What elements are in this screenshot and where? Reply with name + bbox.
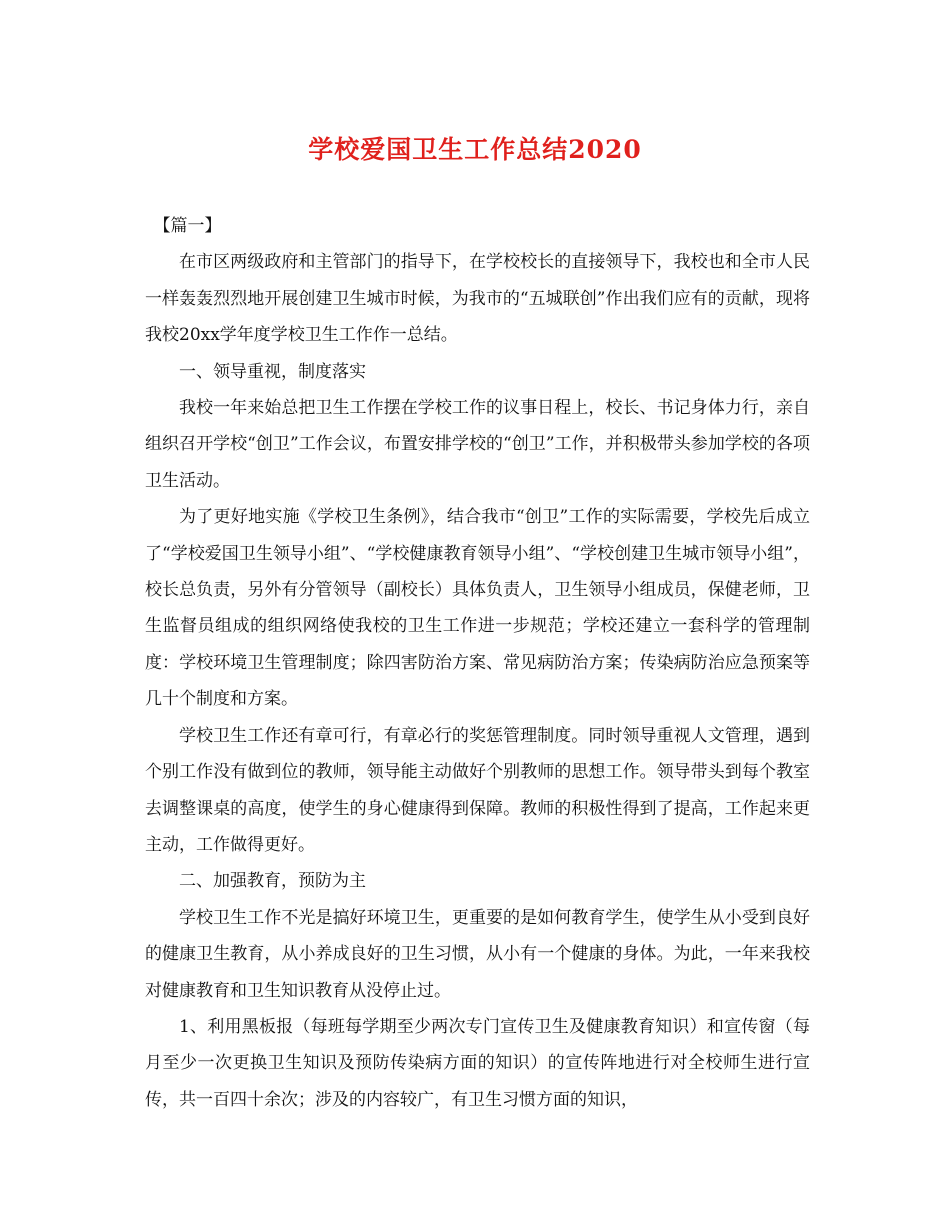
section-heading: 二、加强教育，预防为主 <box>179 871 366 892</box>
section-heading: 一、领导重视，制度落实 <box>179 361 366 382</box>
document-body <box>145 208 810 1118</box>
body-paragraph: 在市区两级政府和主管部门的指导下，在学校校长的直接领导下，我校也和全市人民一样轰轰烈烈地开展创建卫生城市时候，为我市的“五城联创”作出我们应有的贡献，现将我校20xx学年度学校卫生工作作一总结。 <box>145 252 810 346</box>
body-paragraph: 学校卫生工作还有章可行，有章必行的奖惩管理制度。同时领导重视人文管理，遇到个别工作没有做到位的教师，领导能主动做好个别教师的思想工作。领导带头到每个教室去调整课桌的高度，使学生的身心健康得到保障。教师的积极性得到了提高，工作起来更主动，工作做得更好。 <box>145 725 810 855</box>
body-paragraph: 为了更好地实施《学校卫生条例》，结合我市“创卫”工作的实际需要，学校先后成立了“学校爱国卫生领导小组”、“学校健康教育领导小组”、“学校创建卫生城市领导小组”，校长总负责，另外有分管领导（副校长）具体负责人，卫生领导小组成员，保健老师，卫生监督员组成的组织网络使我校的卫生工作进一步规范；学校还建立一套科学的管理制度：学校环境卫生管理制度；除四害防治方案、常见病防治方案；传染病防治应急预案等几十个制度和方案。 <box>145 507 810 710</box>
document-title: 学校爱国卫生工作总结2020 <box>308 135 642 164</box>
body-paragraph: 我校一年来始总把卫生工作摆在学校工作的议事日程上，校长、书记身体力行，亲自组织召开学校“创卫”工作会议，布置安排学校的“创卫”工作，并积极带头参加学校的各项卫生活动。 <box>145 398 810 491</box>
body-paragraph: 1、利用黑板报（每班每学期至少两次专门宣传卫生及健康教育知识）和宣传窗（每月至少一次更换卫生知识及预防传染病方面的知识）的宣传阵地进行对全校师生进行宣传，共一百四十余次；涉及的内容较广，有卫生习惯方面的知识， <box>145 1016 810 1110</box>
section-heading-part-one: 【篇一】 <box>153 216 222 236</box>
body-paragraph: 学校卫生工作不光是搞好环境卫生，更重要的是如何教育学生，使学生从小受到良好的健康卫生教育，从小养成良好的卫生习惯，从小有一个健康的身体。为此，一年来我校对健康教育和卫生知识教育从没停止过。 <box>145 907 810 1001</box>
